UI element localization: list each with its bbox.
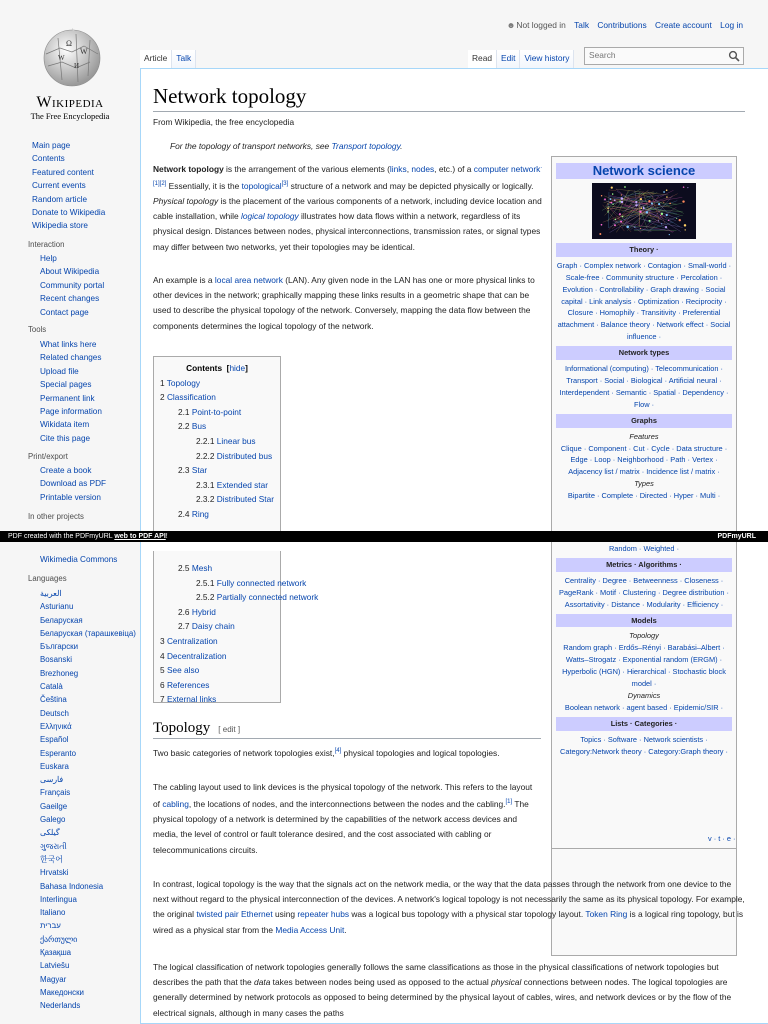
infobox-subheading: Types xyxy=(634,479,654,489)
toc-label: Mesh xyxy=(191,563,213,573)
toc-label: Distributed bus xyxy=(216,450,273,461)
text: An example is a xyxy=(153,275,215,285)
view-tabs xyxy=(468,50,574,68)
section-edit-link[interactable] xyxy=(218,725,240,734)
link-cabling[interactable]: cabling xyxy=(162,799,189,809)
log-in-link[interactable]: Log in xyxy=(720,20,743,30)
toc-number: 5 xyxy=(160,665,165,676)
infobox-link-list[interactable]: Boolean network · agent based · Epidemic/SIR · xyxy=(564,702,724,712)
toc-number: 2.5.1 xyxy=(196,577,215,588)
talk-link[interactable]: Talk xyxy=(574,20,590,30)
svg-text:И: И xyxy=(74,62,80,70)
nav-current-events[interactable]: Current events xyxy=(32,181,86,191)
citation[interactable]: [4] xyxy=(334,748,342,754)
sidebar xyxy=(0,0,140,1024)
language-link[interactable]: Italiano xyxy=(40,908,66,918)
toc-item[interactable] xyxy=(160,390,274,405)
nav-other-heading: In other projects xyxy=(28,512,84,521)
tab-view-history[interactable]: View history xyxy=(520,50,574,68)
nav-interaction xyxy=(40,252,148,319)
toc-label: Classification xyxy=(166,392,216,403)
text: The physical topology of a network is determined by the capabilities of the network access devices and media, the level of control or fault tolerance desired, and the cost associated with cabling or telecommunications circuits. xyxy=(153,799,529,855)
toc-item[interactable] xyxy=(160,434,274,449)
nav-printable-version[interactable]: Printable version xyxy=(40,492,101,502)
toc-heading: Contents [hide] xyxy=(186,363,248,373)
nav-languages-heading xyxy=(28,574,158,583)
topology-paragraph-4 xyxy=(153,960,745,1021)
toc-label: Star xyxy=(191,465,208,476)
toc-number: 2.2.1 xyxy=(196,435,215,446)
language-link[interactable]: Esperanto xyxy=(40,748,76,758)
language-link[interactable]: 한국어 xyxy=(40,854,63,864)
language-link[interactable]: Беларуская (тарашкевіца) xyxy=(40,628,136,638)
toc-title: Contents xyxy=(186,363,223,373)
language-link[interactable]: Brezhoneg xyxy=(40,668,79,678)
toc-item[interactable] xyxy=(160,561,274,576)
infobox-continued xyxy=(551,543,737,849)
italic-term: physical xyxy=(491,977,522,988)
toc-item[interactable] xyxy=(160,605,274,620)
tab-article[interactable]: Article xyxy=(140,50,172,68)
toc-label: Extended star xyxy=(216,479,268,490)
infobox-sections-2 xyxy=(552,543,736,758)
topology-paragraph-3 xyxy=(153,877,745,938)
link-repeater-hubs[interactable]: repeater hubs xyxy=(297,909,350,920)
infobox-section-heading[interactable]: Theory · xyxy=(556,243,732,257)
tab-edit[interactable]: Edit xyxy=(497,50,520,68)
nav-community-portal[interactable]: Community portal xyxy=(40,280,105,290)
link-links[interactable]: links xyxy=(389,163,407,174)
pdf-text-end: ! xyxy=(165,533,168,540)
language-link[interactable]: Nederlands xyxy=(40,1001,81,1011)
pdf-footer-bar xyxy=(0,531,768,542)
user-icon: ☻ xyxy=(506,20,516,30)
toc-item[interactable] xyxy=(160,663,274,678)
nav-wikimedia-commons[interactable]: Wikimedia Commons xyxy=(40,555,118,564)
toc-item[interactable] xyxy=(160,619,274,634)
toc-number: 2.5 xyxy=(178,563,190,573)
infobox-section-heading[interactable]: Graphs xyxy=(556,414,732,428)
svg-text:W: W xyxy=(58,54,65,62)
text: structure of a network and may be depicted physically or logically. xyxy=(288,180,534,191)
text: , etc.) of a xyxy=(434,163,474,174)
language-link[interactable]: Қазақша xyxy=(40,948,72,958)
search-placeholder: Search xyxy=(589,50,616,60)
toc-number: 7 xyxy=(160,694,165,705)
nav-tools xyxy=(40,338,148,445)
language-link[interactable]: Bahasa Indonesia xyxy=(40,881,104,891)
infobox-link-list[interactable]: Random · Weighted · xyxy=(608,544,680,553)
toc-number: 2.2.2 xyxy=(196,450,215,461)
contributions-link[interactable]: Contributions xyxy=(597,20,647,30)
infobox-link-list[interactable]: Informational (computing) · Telecommunication · Transport · Social · Biological · Artificial neural · Interdependent · Semantic · Spatial · Dependency · Flow · xyxy=(559,364,729,409)
nav-wikidata-item[interactable]: Wikidata item xyxy=(40,420,90,430)
topology-paragraph-1 xyxy=(153,744,543,761)
hatnote-link[interactable]: Transport topology xyxy=(331,141,401,151)
hatnote-period: . xyxy=(400,141,403,151)
language-link[interactable]: Asturianu xyxy=(40,602,74,612)
nav-store[interactable]: Wikipedia store xyxy=(32,221,88,231)
language-link[interactable]: Čeština xyxy=(40,695,67,705)
nav-upload-file[interactable]: Upload file xyxy=(40,366,79,376)
toc-label: Distributed Star xyxy=(216,494,274,505)
text: The logical classification of network topologies generally follows the same classifications as those in the physical classifications of network topologies but describes the path that the xyxy=(153,962,719,988)
language-link[interactable]: گیلکی xyxy=(40,828,60,838)
language-link[interactable]: Беларуская xyxy=(40,615,83,625)
toc-item[interactable] xyxy=(160,376,274,391)
text: Essentially, it is the xyxy=(166,180,242,191)
toc-label: Fully connected network xyxy=(216,577,307,588)
language-link[interactable]: Hrvatski xyxy=(40,868,69,878)
text: using xyxy=(272,909,298,920)
italic-term: data xyxy=(254,977,271,988)
infobox-section-heading[interactable]: Models xyxy=(556,614,732,628)
link-lan[interactable]: local area network xyxy=(214,275,283,285)
toc-number: 4 xyxy=(160,650,165,661)
infobox-link-list[interactable]: Graph · Complex network · Contagion · Small-world · Scale-free · Community structure · Percolation · Evolution · Controllability · Graph drawing · Social capital · Link analysis · Optimization · Reciprocity · Closure · Homophily · Transitivity · Preferential attachment · Balance theory · Network effect · Social influence · xyxy=(556,260,732,342)
toc-number: 2.3.2 xyxy=(196,494,215,505)
pdf-text: PDF created with the PDFmyURL xyxy=(8,533,115,540)
toc-label: External links xyxy=(166,694,217,705)
link-media-access-unit[interactable]: Media Access Unit xyxy=(275,924,345,935)
nav-interaction-heading: Interaction xyxy=(28,240,65,249)
toc-item[interactable] xyxy=(160,507,274,522)
nav-related-changes[interactable]: Related changes xyxy=(40,353,102,363)
nav-page-information[interactable]: Page information xyxy=(40,407,102,417)
toc-label: Ring xyxy=(191,508,209,519)
tab-read[interactable]: Read xyxy=(468,50,497,68)
wordmark[interactable] xyxy=(0,94,140,121)
toc-number: 2.3.1 xyxy=(196,479,215,490)
toc-label: Bus xyxy=(191,421,207,432)
language-link[interactable]: Македонски xyxy=(40,987,84,997)
table-of-contents xyxy=(153,356,281,534)
toc-label: Linear bus xyxy=(216,435,256,446)
text: physical topologies and logical topologies. xyxy=(341,747,500,758)
network-image[interactable] xyxy=(592,183,696,239)
namespace-tabs xyxy=(140,50,196,68)
text: was a logical bus topology with a physical star topology layout. xyxy=(349,909,586,920)
text: is a logical ring topology, but is wired as a physical star from the xyxy=(153,909,744,935)
toc-label: References xyxy=(166,679,210,690)
nav-contents[interactable]: Contents xyxy=(32,154,65,164)
toc-list-2 xyxy=(160,551,319,707)
nav-cite-page[interactable]: Cite this page xyxy=(40,433,91,443)
topology-paragraph-2 xyxy=(153,780,541,858)
infobox-link-list[interactable]: Clique · Component · Cut · Cycle · Data structure · Edge · Loop · Neighborhood · Path · Vertex · Adjacency list / matrix · Incidence list / matrix · xyxy=(560,443,728,477)
language-link[interactable]: Français xyxy=(40,788,71,798)
infobox-section-heading[interactable]: Lists · Categories · xyxy=(556,717,732,731)
toc-list xyxy=(160,376,274,522)
section-title: Topology xyxy=(153,720,211,736)
toc-number: 3 xyxy=(160,635,165,646)
infobox-subheading: Topology xyxy=(629,631,659,641)
tagline: From Wikipedia, the free encyclopedia xyxy=(153,117,295,127)
table-of-contents-continued xyxy=(153,551,319,705)
language-link[interactable]: Deutsch xyxy=(40,708,69,718)
create-account-link[interactable]: Create account xyxy=(655,20,712,30)
toc-label: Point-to-point xyxy=(191,406,242,417)
toc-label: Centralization xyxy=(166,635,218,646)
not-logged-in: Not logged in xyxy=(516,20,566,30)
bold-term: Network topology xyxy=(153,163,224,174)
link-computer-network[interactable]: computer network xyxy=(473,163,541,174)
language-link[interactable]: Euskara xyxy=(40,761,69,771)
toc-label: Topology xyxy=(166,377,200,388)
language-link[interactable]: Interlingua xyxy=(40,894,77,904)
toc-item[interactable] xyxy=(160,634,274,649)
text: is the arrangement of the various elements ( xyxy=(223,163,390,174)
toc-number: 6 xyxy=(160,679,165,690)
text: , xyxy=(406,163,412,174)
top-bar xyxy=(0,0,768,70)
nav-donate[interactable]: Donate to Wikipedia xyxy=(32,208,106,218)
wordmark-tagline: The Free Encyclopedia xyxy=(30,111,110,121)
toc-item[interactable] xyxy=(160,649,274,664)
tab-talk[interactable]: Talk xyxy=(172,50,196,68)
link-nodes[interactable]: nodes xyxy=(411,163,435,174)
toc-number: 2.2 xyxy=(178,421,190,432)
nav-print xyxy=(40,464,148,504)
link-twisted-pair-ethernet[interactable]: twisted pair Ethernet xyxy=(196,909,273,920)
hatnote-text: For the topology of transport networks, see xyxy=(170,141,332,151)
nav-featured-content[interactable]: Featured content xyxy=(32,167,94,177)
intro-paragraph-2 xyxy=(153,273,543,334)
language-link[interactable]: Català xyxy=(40,682,63,692)
toc-item[interactable] xyxy=(160,692,274,707)
toc-item[interactable] xyxy=(160,463,274,478)
toc-number: 2 xyxy=(160,392,165,403)
pdfmyurl-logo[interactable]: PDFmyURL xyxy=(717,533,756,540)
toc-hide-button[interactable]: hide xyxy=(229,363,246,373)
toc-label: Hybrid xyxy=(191,606,216,617)
nav-what-links-here[interactable]: What links here xyxy=(40,340,97,349)
citation[interactable]: [3] xyxy=(281,181,289,187)
link-token-ring[interactable]: Token Ring xyxy=(585,909,628,920)
toc-number: 2.1 xyxy=(178,406,190,417)
personal-tools xyxy=(501,20,743,30)
hatnote xyxy=(170,141,402,151)
text: (LAN). Any given node in the LAN has one or more physical links to other devices in the network; graphically mapping these links results in a geometric shape that can be used to describe the physical topology of the network. Conversely, mapping the data flow between the components determines the logical topology of the network. xyxy=(153,275,535,331)
language-link[interactable]: Български xyxy=(40,642,79,652)
language-link[interactable]: Gaeilge xyxy=(40,801,68,811)
text: connections between nodes. The logical topologies are generally determined by network protocols as opposed to being determined by the physical layout of cables, wires, and network devices or by the flow of the electrical signals, although in many cases the paths xyxy=(153,977,732,1018)
nav-permanent-link[interactable]: Permanent link xyxy=(40,393,95,403)
text: takes between nodes being used as opposed to the actual xyxy=(270,977,492,988)
search-input[interactable] xyxy=(584,47,744,65)
toc-number: 2.3 xyxy=(178,465,190,476)
nav-main xyxy=(32,139,140,233)
nav-contact[interactable]: Contact page xyxy=(40,307,89,317)
toc-item[interactable] xyxy=(160,449,274,464)
nav-other xyxy=(40,553,148,566)
infobox-link-list[interactable]: Random graph · Erdős–Rényi · Barabási–Albert · Watts–Strogatz · Exponential random (ERGM) · Hyperbolic (HGN) · Hierarchical · Stochastic block model · xyxy=(562,643,726,689)
nav-recent-changes[interactable]: Recent changes xyxy=(40,294,100,304)
toc-item[interactable] xyxy=(160,478,274,493)
toc-item[interactable] xyxy=(160,419,274,434)
language-link[interactable]: فارسی xyxy=(40,775,64,785)
toc-number: 2.5.2 xyxy=(196,592,215,603)
infobox-link-list[interactable]: Centrality · Degree · Betweenness · Closeness · PageRank · Motif · Clustering · Degree distribution · Assortativity · Distance · Modularity · Efficiency · xyxy=(558,575,730,609)
svg-text:Ω: Ω xyxy=(66,39,72,48)
language-link[interactable]: Galego xyxy=(40,815,66,825)
page-title: Network topology xyxy=(153,84,745,112)
search-icon[interactable] xyxy=(728,50,740,62)
navbox-vte-links[interactable]: v · t · e · xyxy=(708,834,736,843)
toc-item[interactable] xyxy=(160,405,274,420)
link-topological[interactable]: topological xyxy=(241,180,282,191)
toc-number: 2.7 xyxy=(178,621,190,632)
toc-label: Decentralization xyxy=(166,650,227,661)
italic-term: Physical topology xyxy=(153,196,219,206)
toc-item[interactable] xyxy=(160,590,319,605)
nav-random-article[interactable]: Random article xyxy=(32,194,88,204)
text: is the placement of the various components of a network, including device location and cable installation, while xyxy=(153,196,542,222)
nav-create-book[interactable]: Create a book xyxy=(40,466,92,475)
language-link[interactable]: Magyar xyxy=(40,974,67,984)
language-link[interactable]: Ελληνικά xyxy=(40,721,72,731)
infobox-section-heading[interactable]: Metrics · Algorithms · xyxy=(556,558,732,572)
text: Two basic categories of network topologies exist, xyxy=(153,747,335,758)
language-link[interactable]: ქართული xyxy=(40,934,78,944)
toc-item[interactable] xyxy=(160,576,307,591)
link-logical-topology[interactable]: logical topology xyxy=(241,211,299,222)
infobox-link-list[interactable]: Bipartite · Complete · Directed · Hyper · Multi · xyxy=(567,491,721,501)
text: The cabling layout used to link devices is the physical topology of the network. This refers to the layout of xyxy=(153,782,533,809)
nav-main-page[interactable]: Main page xyxy=(32,141,71,150)
nav-tools-heading: Tools xyxy=(28,325,47,334)
infobox-section-heading[interactable]: Network types xyxy=(556,346,732,360)
toc-item[interactable] xyxy=(160,678,274,693)
toc-label: Partially connected network xyxy=(216,592,319,603)
toc-number: 2.6 xyxy=(178,606,190,617)
toc-label: Daisy chain xyxy=(191,621,235,632)
infobox-sections xyxy=(552,243,736,502)
citation[interactable]: .[1][2] xyxy=(153,164,542,187)
citation[interactable]: [1] xyxy=(505,799,513,806)
nav-print-heading: Print/export xyxy=(28,452,68,461)
languages-label: Languages xyxy=(28,574,67,583)
nav-download-pdf[interactable]: Download as PDF xyxy=(40,479,106,489)
infobox-title[interactable]: Network science xyxy=(556,163,732,179)
toc-label: See also xyxy=(166,665,200,676)
toc-item[interactable] xyxy=(160,492,274,507)
text: illustrates how data flows within a network, regardless of its physical design. Distances between nodes, physical interconnections, transmission rates, or signal types may differ between two networks, yet their topologies may be identical. xyxy=(153,211,541,252)
text: . xyxy=(344,924,347,935)
pdf-api-link[interactable]: web to PDF API xyxy=(114,533,166,540)
language-link[interactable]: עברית xyxy=(40,921,61,931)
language-link[interactable]: Latviešu xyxy=(40,961,70,971)
nav-help[interactable]: Help xyxy=(40,254,57,263)
infobox-subheading: Features xyxy=(629,431,659,441)
language-link[interactable]: Bosanski xyxy=(40,655,73,665)
intro-paragraph-1 xyxy=(153,160,543,255)
language-link[interactable]: العربية xyxy=(40,589,62,598)
language-link[interactable]: ગુજરાતી xyxy=(40,841,67,851)
edit-label: [ edit ] xyxy=(218,725,241,734)
toc-number: 2.4 xyxy=(178,508,190,519)
toc-number: 1 xyxy=(160,377,165,388)
language-link[interactable]: Español xyxy=(40,735,69,745)
section-heading-topology xyxy=(153,720,541,739)
nav-languages xyxy=(40,587,148,1013)
nav-special-pages[interactable]: Special pages xyxy=(40,380,92,390)
text: In contrast, logical topology is the way that the signals act on the network media, or the way that the data passes through the network from one device to the next without regard to the physical interconnection of the devices. A network's logical topology is not necessarily the same as its physical topology. For example, the original xyxy=(153,879,745,920)
infobox-link-list[interactable]: Topics · Software · Network scientists · Category:Network theory · Category:Graph theory · xyxy=(560,734,728,756)
svg-text:W: W xyxy=(80,47,88,56)
nav-about[interactable]: About Wikipedia xyxy=(40,267,100,277)
text: , the locations of nodes, and the interconnections between the nodes and the cabling. xyxy=(188,799,506,809)
wordmark-title: Wikipedia xyxy=(36,94,104,111)
infobox-subheading: Dynamics xyxy=(627,690,661,700)
